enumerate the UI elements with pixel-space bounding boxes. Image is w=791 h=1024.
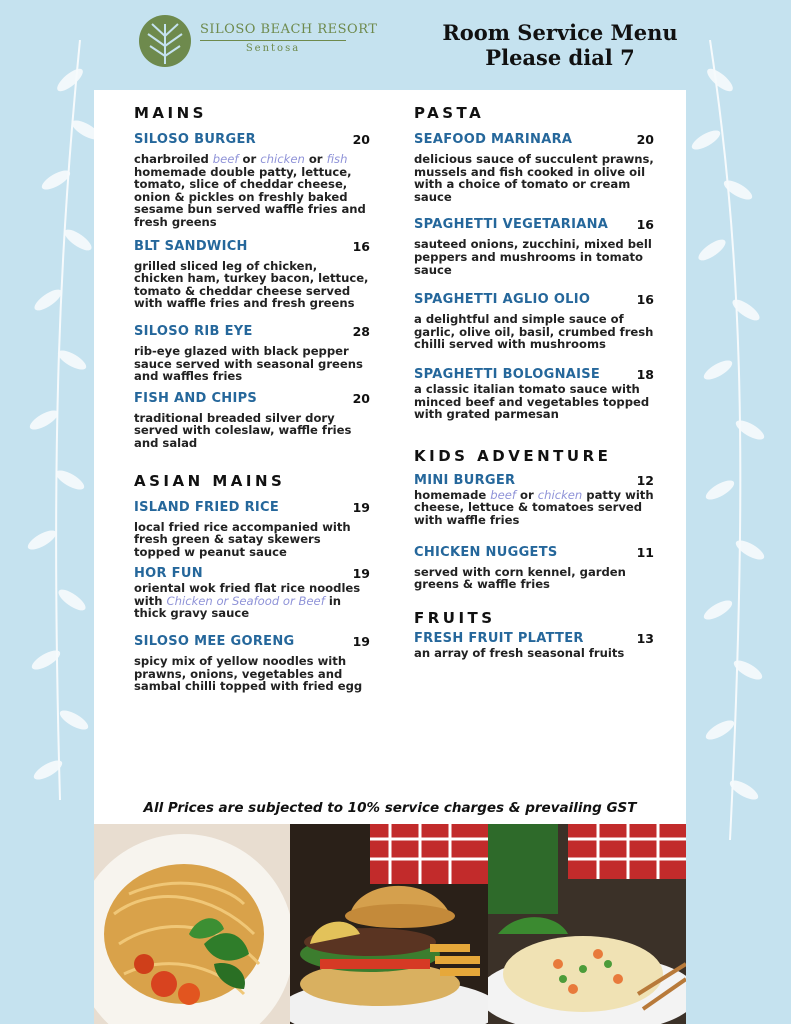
item-name: CHICKEN NUGGETS <box>414 544 558 560</box>
item-price: 13 <box>636 630 654 646</box>
right-leaf-decoration <box>690 40 780 840</box>
section-heading-asian-mains: ASIAN MAINS <box>134 471 286 490</box>
item-name: SILOSO RIB EYE <box>134 323 253 339</box>
item-name: SILOSO MEE GORENG <box>134 634 295 650</box>
menu-item <box>414 631 654 660</box>
menu-item <box>414 292 654 351</box>
item-price: 11 <box>636 544 654 560</box>
item-price: 20 <box>352 132 370 147</box>
item-description: served with corn kennel, garden greens & waffle fries <box>414 564 626 592</box>
item-description: local fried rice accompanied with fresh green & satay skewers topped w peanut sauce <box>134 519 351 559</box>
item-name: SEAFOOD MARINARA <box>414 132 573 147</box>
header <box>0 0 791 90</box>
brand-block <box>200 22 377 54</box>
fried-rice-photo <box>488 824 686 1024</box>
item-name: SPAGHETTI BOLOGNAISE <box>414 366 601 382</box>
item-name: FRESH FRUIT PLATTER <box>414 630 584 646</box>
menu-title-line2: Please dial 7 <box>485 45 635 70</box>
brand-name: SILOSO BEACH RESORT <box>200 22 378 37</box>
section-heading-kids-adventure: KIDS ADVENTURE <box>414 446 612 465</box>
menu-panel <box>94 90 686 826</box>
item-description: oriental wok fried flat rice noodles with Chicken or Seafood or Beef in thick gravy sauce <box>134 581 361 621</box>
item-price: 20 <box>636 132 654 147</box>
item-price: 18 <box>636 366 654 382</box>
item-description: a delightful and simple sauce of garlic, olive oil, basil, crumbed fresh chilli served with mushrooms <box>414 312 654 352</box>
item-description: sauteed onions, zucchini, mixed bell peppers and mushrooms in tomato sauce <box>414 237 652 277</box>
menu-title <box>420 20 700 70</box>
menu-title-line1: Room Service Menu <box>442 20 678 45</box>
menu-item <box>134 239 370 310</box>
brand-divider <box>200 40 346 41</box>
item-price: 28 <box>352 323 370 339</box>
brand-location: Sentosa <box>245 43 301 54</box>
item-description: spicy mix of yellow noodles with prawns, onions, vegetables and sambal chilli topped with fried egg <box>134 654 363 694</box>
left-column <box>134 104 370 693</box>
section-heading-mains: MAINS <box>134 104 207 122</box>
menu-item <box>134 500 370 559</box>
item-price: 19 <box>352 499 370 515</box>
menu-item <box>134 566 370 620</box>
item-name: HOR FUN <box>134 566 203 582</box>
item-description: delicious sauce of succulent prawns, mussels and fish cooked in olive oil with a choice of tomato or cream sauce <box>414 152 654 204</box>
menu-item <box>414 132 654 203</box>
menu-item <box>414 367 654 421</box>
item-name: ISLAND FRIED RICE <box>134 499 280 515</box>
menu-item <box>414 473 654 527</box>
left-leaf-decoration <box>20 40 100 800</box>
item-description: rib-eye glazed with black pepper sauce served with seasonal greens and waffles fries <box>134 343 363 384</box>
menu-item <box>414 217 654 276</box>
item-name: SILOSO BURGER <box>134 132 256 147</box>
section-heading-fruits: FRUITS <box>414 608 496 627</box>
item-description: an array of fresh seasonal fruits <box>414 645 625 660</box>
item-price: 12 <box>636 472 654 488</box>
item-description: charbroiled beef or chicken or fish homemade double patty, lettuce, tomato, slice of cheddar cheese, onion & pickles on freshly baked sesame bun served waffle fries and fresh greens <box>134 152 366 229</box>
item-name: MINI BURGER <box>414 472 516 488</box>
pasta-photo <box>94 824 290 1024</box>
menu-item <box>134 324 370 383</box>
menu-item <box>134 634 370 693</box>
menu-item <box>134 391 370 450</box>
item-price: 16 <box>636 292 654 308</box>
food-photo-strip <box>94 824 686 1024</box>
section-heading-pasta: PASTA <box>414 104 485 122</box>
item-name: SPAGHETTI AGLIO OLIO <box>414 292 591 308</box>
item-price: 20 <box>352 390 370 406</box>
resort-logo-icon <box>138 14 192 68</box>
menu-item <box>134 132 370 229</box>
item-name: BLT SANDWICH <box>134 238 248 254</box>
menu-item <box>414 545 654 591</box>
burger-photo <box>290 824 488 1024</box>
item-price: 19 <box>352 634 370 650</box>
item-price: 16 <box>636 217 654 233</box>
right-column <box>414 104 654 659</box>
item-description: a classic italian tomato sauce with minced beef and vegetables topped with grated parmesan <box>414 381 650 422</box>
price-note: All Prices are subjected to 10% service charges & prevailing GST <box>143 800 637 816</box>
item-name: SPAGHETTI VEGETARIANA <box>414 217 609 233</box>
item-price: 16 <box>352 238 370 254</box>
item-description: grilled sliced leg of chicken, chicken ham, turkey bacon, lettuce, tomato & cheddar cheese served with waffle fries and fresh greens <box>134 258 369 311</box>
item-price: 19 <box>352 566 370 582</box>
item-description: homemade beef or chicken patty with cheese, lettuce & tomatoes served with waffle fries <box>414 487 654 527</box>
item-description: traditional breaded silver dory served with coleslaw, waffle fries and salad <box>134 410 352 450</box>
item-name: FISH AND CHIPS <box>134 390 258 406</box>
